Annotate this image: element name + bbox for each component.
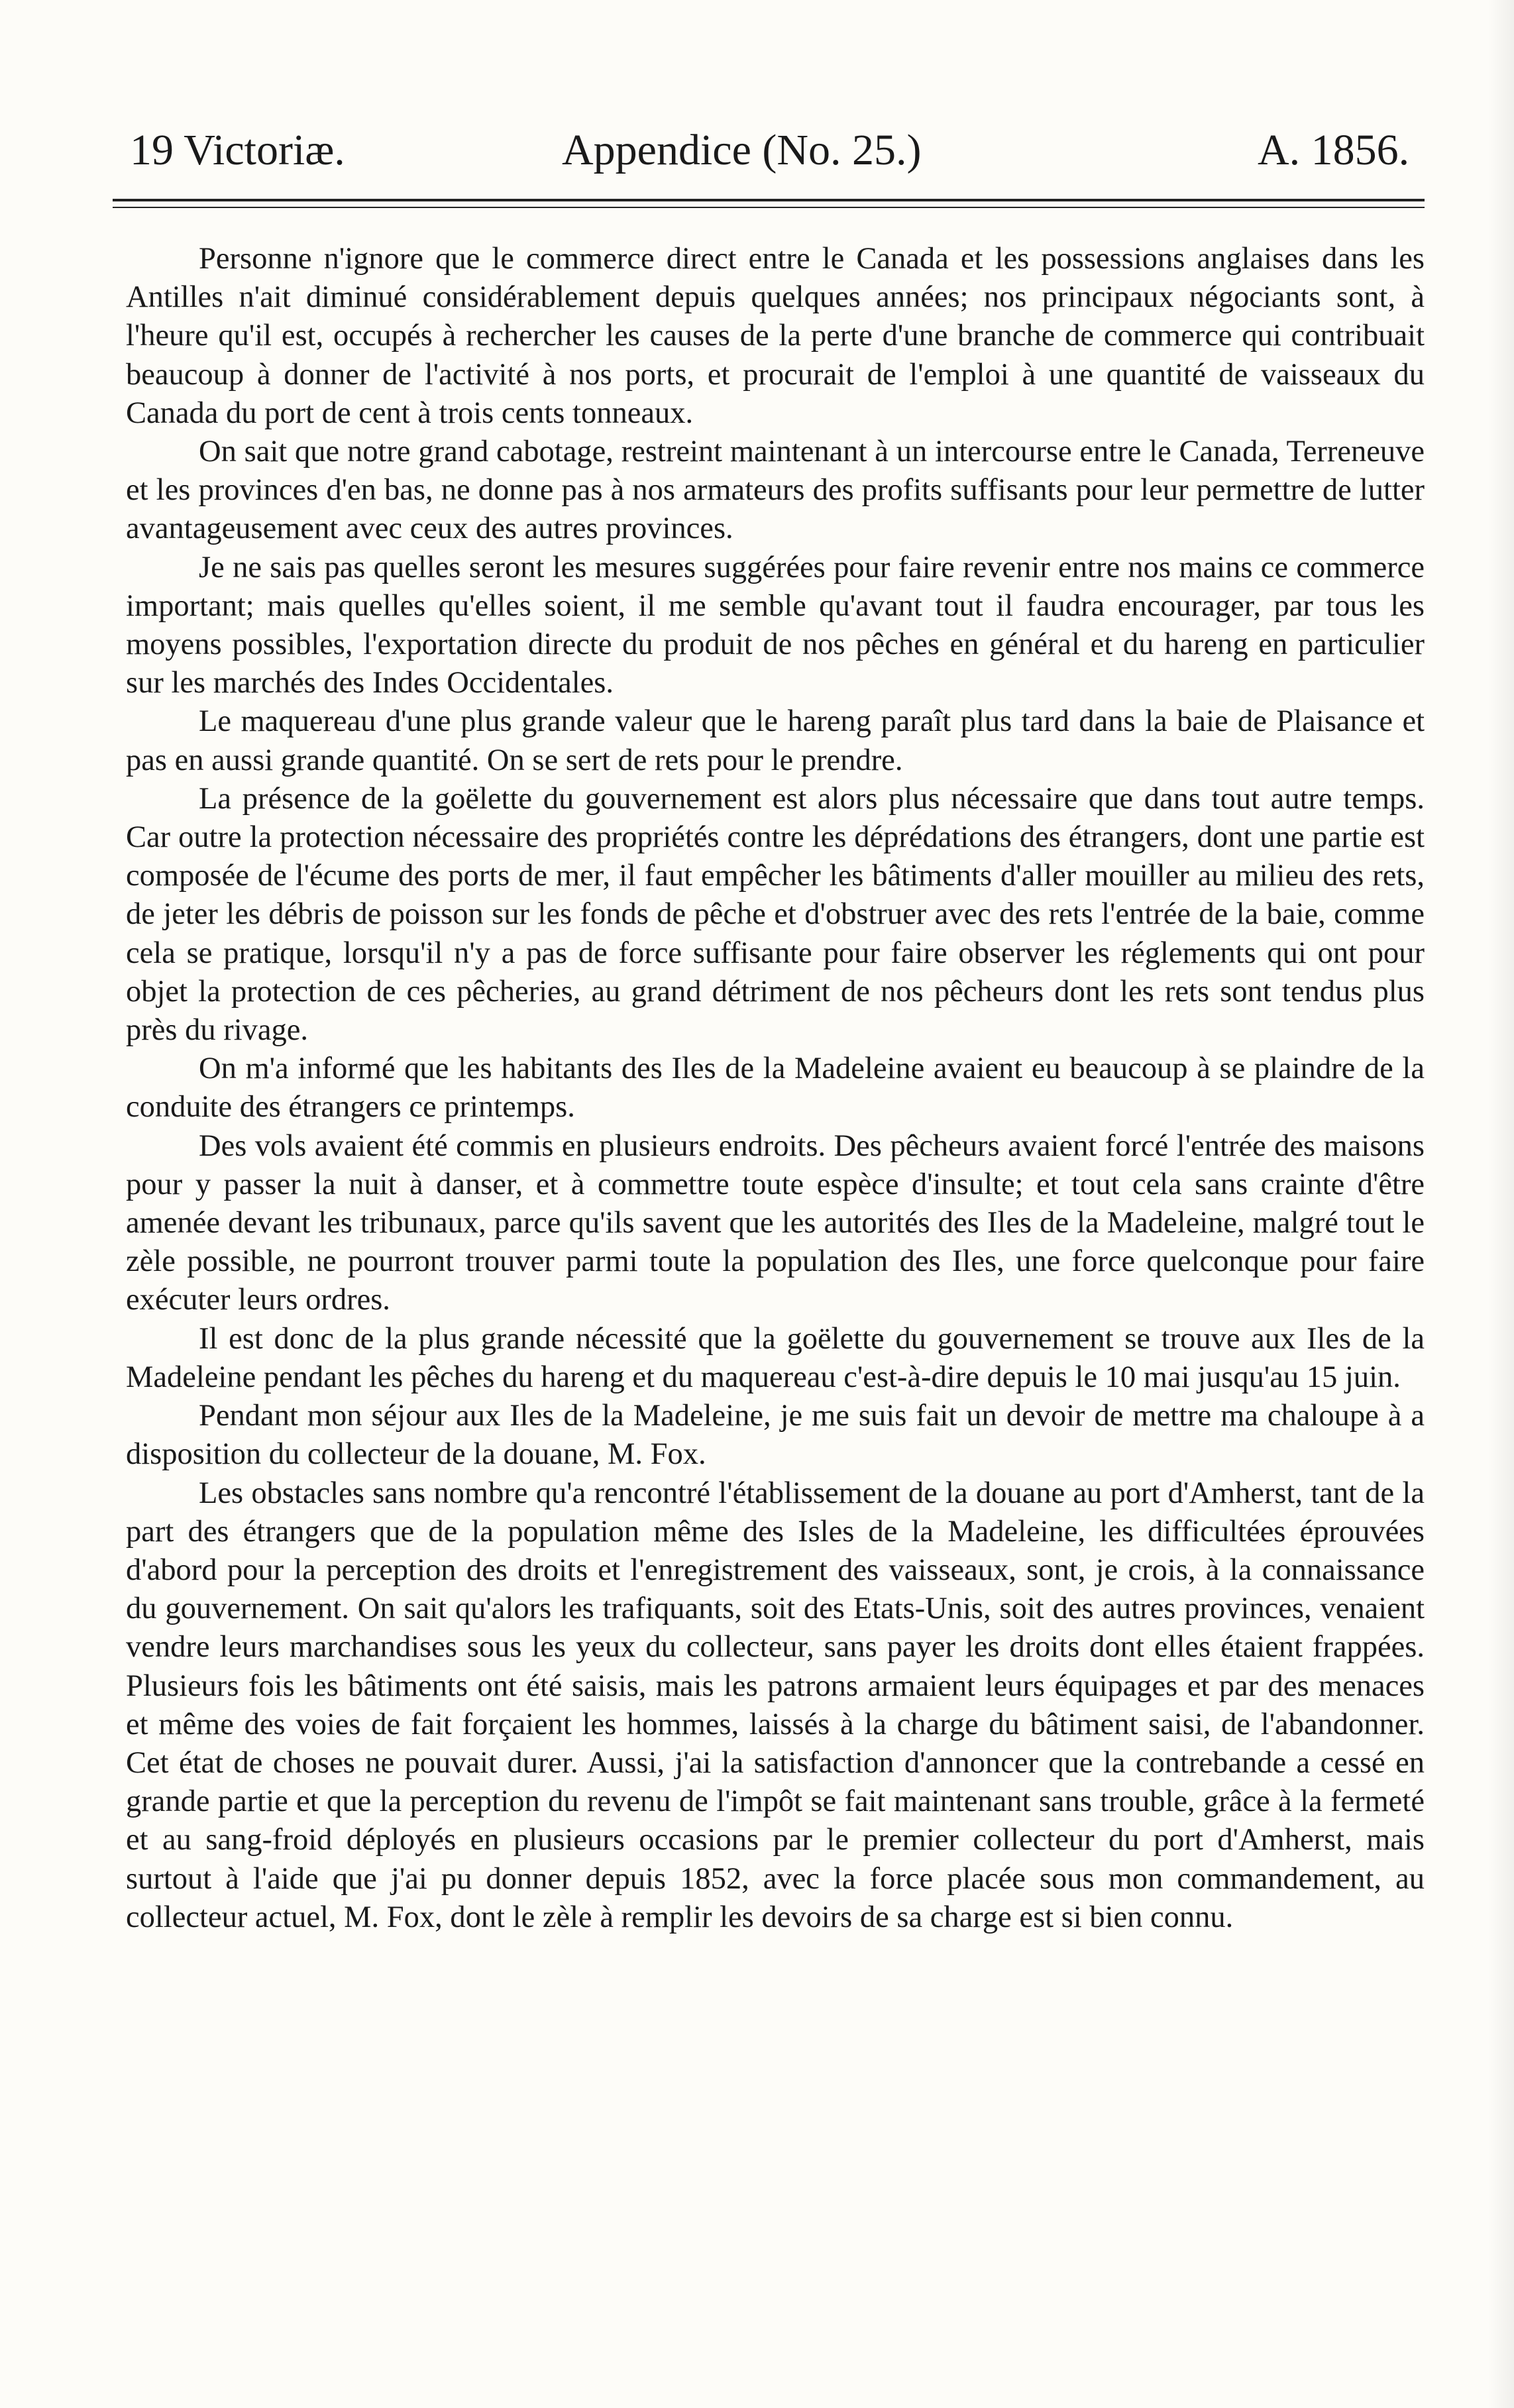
paragraph: On sait que notre grand cabotage, restreint maintenant à un intercourse entre le Canada, Terreneuve et les provinces d'en bas, ne donne pas à nos armateurs des profits suffisants pour leur permettre de lutter avantageusement avec ceux des autres provinces.	[126, 435, 1425, 546]
paragraph: Des vols avaient été commis en plusieurs endroits. Des pêcheurs avaient forcé l'entrée des maisons pour y passer la nuit à danser, et à commettre toute espèce d'insulte; et tout cela sans crainte d'être amenée devant les tribunaux, parce qu'ils savent que les autorités des Iles de la Madeleine, malgré tout le zèle possible, ne pourront trouver parmi toute la population des Iles, une force quelconque pour faire exécuter leurs ordres.	[126, 1128, 1425, 1317]
paragraph: Il est donc de la plus grande nécessité que la goëlette du gouvernement se trouve aux Iles de la Madeleine pendant les pêches du hareng et du maquereau c'est-à-dire depuis le 10 mai jusqu'au 15 juin.	[126, 1321, 1425, 1394]
paragraph: Je ne sais pas quelles seront les mesures suggérées pour faire revenir entre nos mains ce commerce important; mais quelles qu'elles soient, il me semble qu'avant tout il faudra encourager, par tous les moyens possibles, l'exportation directe du produit de nos pêches en général et du hareng en particulier sur les marchés des Indes Occidentales.	[126, 550, 1425, 700]
header-appendix: Appendice (No. 25.)	[562, 126, 922, 174]
paragraph: Pendant mon séjour aux Iles de la Madeleine, je me suis fait un devoir de mettre ma chaloupe à a disposition du collecteur de la douane, M. Fox.	[126, 1399, 1425, 1472]
scan-edge-shadow	[1487, 0, 1514, 2408]
page-body	[126, 240, 1425, 1937]
paragraph: La présence de la goëlette du gouvernement est alors plus nécessaire que dans tout autre temps. Car outre la protection nécessaire des propriétés contre les déprédations des étrangers, dont une partie est composée de l'écume des ports de mer, il faut empêcher les bâtiments d'aller mouiller au milieu des rets, de jeter les débris de poisson sur les fonds de pêche et d'obstruer avec des rets l'entrée de la baie, comme cela se pratique, lorsqu'il n'y a pas de force suffisante pour faire observer les réglements qui ont pour objet la protection de ces pêcheries, au grand détriment de nos pêcheurs dont les rets sont tendus plus près du rivage.	[126, 781, 1425, 1048]
header-session: 19 Victoriæ.	[130, 126, 345, 174]
paragraph: Personne n'ignore que le commerce direct entre le Canada et les possessions anglaises dans les Antilles n'ait diminué considérablement depuis quelques années; nos principaux négociants sont, à l'heure qu'il est, occupés à rechercher les causes de la perte d'une branche de commerce qui contribuait beaucoup à donner de l'activité à nos ports, et procurait de l'emploi à une quantité de vaisseaux du Canada du port de cent à trois cents tonneaux.	[126, 242, 1425, 430]
paragraph: On m'a informé que les habitants des Iles de la Madeleine avaient eu beaucoup à se plaindre de la conduite des étrangers ce printemps.	[126, 1052, 1425, 1124]
header-rule-thick	[113, 199, 1425, 201]
page-header	[125, 123, 1423, 183]
paragraph: Le maquereau d'une plus grande valeur que le hareng paraît plus tard dans la baie de Plaisance et pas en aussi grande quantité. On se sert de rets pour le prendre.	[126, 704, 1425, 777]
header-rule-thin	[113, 207, 1425, 208]
paragraph: Les obstacles sans nombre qu'a rencontré l'établissement de la douane au port d'Amherst, tant de la part des étrangers que de la population même des Isles de la Madeleine, les difficultées éprouvées d'abord pour la perception des droits et l'enregistrement des vaisseaux, sont, je crois, à la connaissance du gouvernement. On sait qu'alors les trafiquants, soit des Etats-Unis, soit des autres provinces, venaient vendre leurs marchandises sous les yeux du collecteur, sans payer les droits dont elles étaient frappées. Plusieurs fois les bâtiments ont été saisis, mais les patrons armaient leurs équipages et par des menaces et même des voies de fait forçaient les hommes, laissés à la charge du bâtiment saisi, de l'abandonner. Cet état de choses ne pouvait durer. Aussi, j'ai la satisfaction d'annoncer que la contrebande a cessé en grande partie et que la perception du revenu de l'impôt se fait maintenant sans trouble, grâce à la fermeté et au sang-froid déployés en plusieurs occasions par le premier collecteur du port d'Amherst, mais surtout à l'aide que j'ai pu donner depuis 1852, avec la force placée sous mon commandement, au collecteur actuel, M. Fox, dont le zèle à remplir les devoirs de sa charge est si bien connu.	[126, 1476, 1425, 1934]
header-year: A. 1856.	[1258, 126, 1410, 174]
